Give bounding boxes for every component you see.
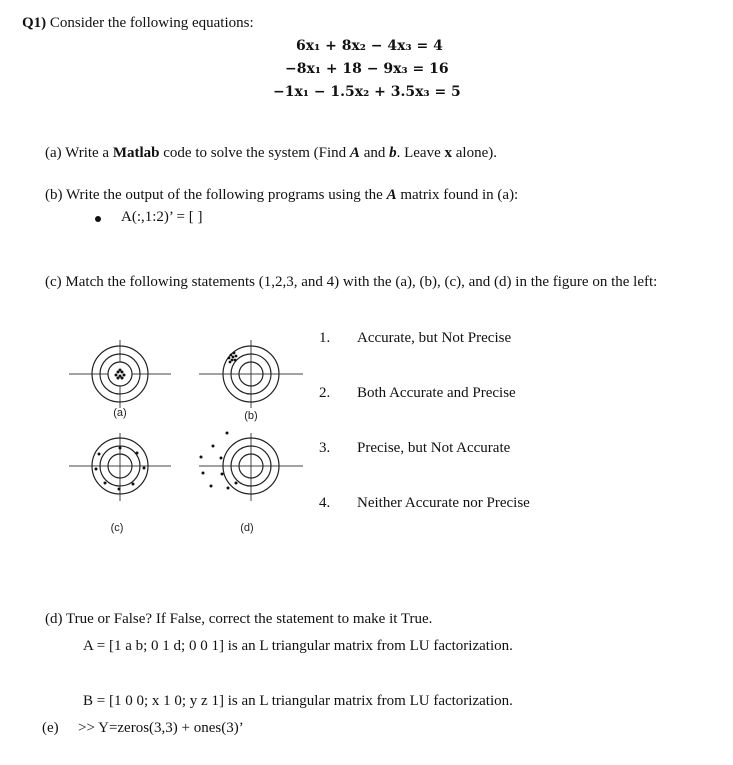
part-a-x: x (444, 145, 452, 161)
statement-number-3: 3. (319, 440, 331, 456)
part-c-text: Match the following statements (1,2,3, and 4) with the (a), (b), (c), and (d) in the figure on the left: (65, 274, 658, 290)
question-intro: Consider the following equations: (49, 15, 254, 31)
part-a-matlab: Matlab (112, 145, 160, 161)
statement-text-4: Neither Accurate nor Precise (357, 495, 530, 511)
target-a-icon (69, 335, 171, 415)
part-a-text-mid: code to solve the system (Find (159, 145, 350, 161)
statement-number-2: 2. (319, 385, 331, 401)
statement-number-1: 1. (319, 330, 331, 346)
part-b-A: A (386, 187, 397, 203)
figure-label-c: (c) (110, 522, 124, 534)
question-number: Q1) (22, 15, 47, 31)
statement-number-4: 4. (319, 495, 331, 511)
part-b (45, 187, 518, 204)
part-a-and: and (359, 145, 390, 161)
part-b-bullet-text: A(:,1:2)’ = [ ] (121, 209, 203, 225)
part-e-label: (e) (42, 720, 59, 736)
target-d-icon (199, 428, 303, 508)
part-a-text-post: . Leave (396, 145, 445, 161)
part-a-A: A (349, 145, 360, 161)
part-d-text: True or False? If False, correct the statement to make it True. (65, 611, 433, 627)
bullet-icon (95, 216, 101, 222)
part-a-b: b (389, 145, 397, 161)
target-b-icon (199, 335, 303, 415)
target-c-icon (69, 428, 171, 508)
statement-text-2: Both Accurate and Precise (357, 385, 516, 401)
figure-label-b: (b) (244, 410, 258, 422)
equation-1: 6x₁ + 8x₂ − 4x₃ = 4 (296, 38, 443, 54)
figure-label-d: (d) (240, 522, 254, 534)
part-b-label: (b) (45, 187, 63, 203)
equation-2: −8x₁ + 18 − 9x₃ = 16 (285, 61, 449, 77)
part-d-statement-2: B = [1 0 0; x 1 0; y z 1] is an L triangular matrix from LU factorization. (83, 693, 513, 709)
part-c (45, 274, 657, 291)
statement-text-1: Accurate, but Not Precise (357, 330, 512, 346)
part-a (45, 145, 497, 162)
statement-text-3: Precise, but Not Accurate (357, 440, 511, 456)
part-a-text-pre: Write a (65, 145, 113, 161)
part-a-label: (a) (45, 145, 62, 161)
equation-3: −1x₁ − 1.5x₂ + 3.5x₃ = 5 (273, 84, 461, 100)
part-d (45, 611, 432, 628)
part-c-label: (c) (45, 274, 62, 290)
part-d-label: (d) (45, 611, 63, 627)
part-b-text-post: matrix found in (a): (396, 187, 519, 203)
part-b-text-pre: Write the output of the following programs using the (65, 187, 387, 203)
part-e-text: >> Y=zeros(3,3) + ones(3)’ (78, 720, 244, 736)
part-d-statement-1: A = [1 a b; 0 1 d; 0 0 1] is an L triangular matrix from LU factorization. (83, 638, 513, 654)
part-a-text-end: alone). (452, 145, 497, 161)
question-header (22, 15, 254, 32)
figure-label-a: (a) (113, 407, 127, 419)
